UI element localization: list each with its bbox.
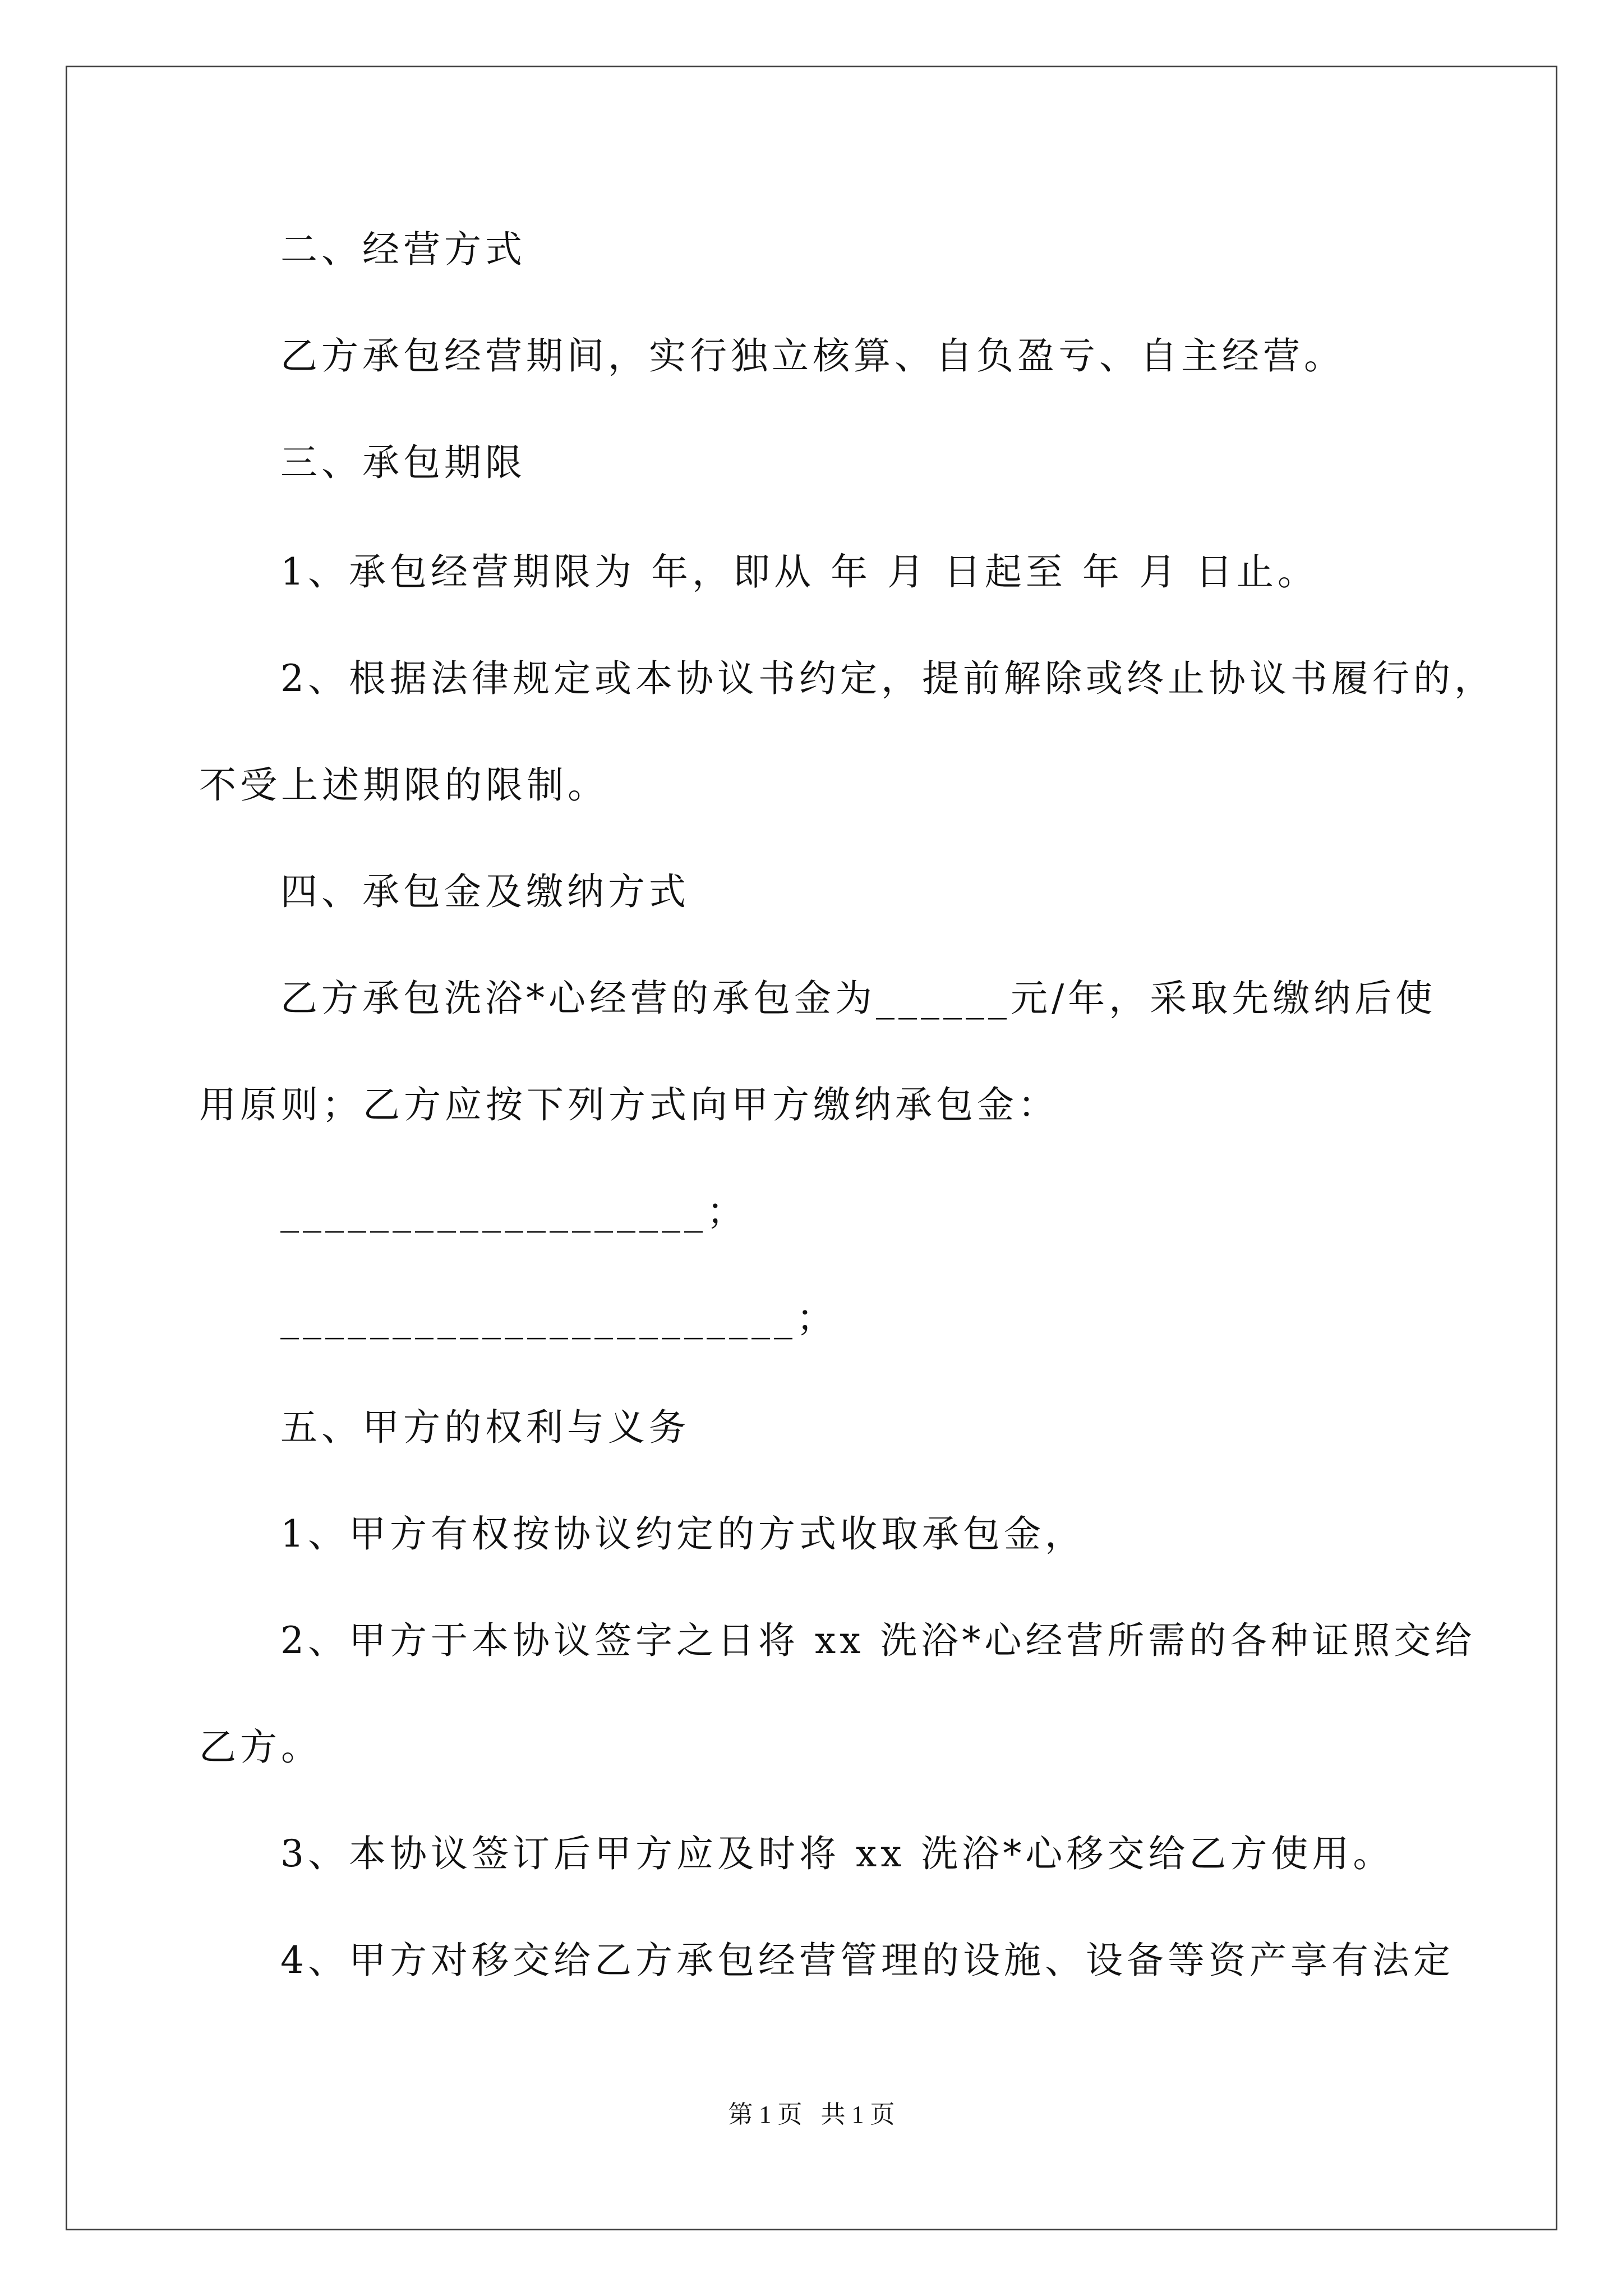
page-footer: 第 1 页 共 1 页: [728, 2101, 895, 2128]
section-heading-4: 四、承包金及缴纳方式: [280, 870, 690, 913]
paragraph-line: 3、本协议签订后甲方应及时将 xx 洗浴*心移交给乙方使用。: [280, 1832, 1394, 1875]
paragraph-line: 用原则；乙方应按下列方式向甲方缴纳承包金：: [199, 1083, 1059, 1126]
paragraph-line: 乙方承包经营期间，实行独立核算、自负盈亏、自主经营。: [280, 334, 1345, 378]
paragraph-line: 2、甲方于本协议签字之日将 xx 洗浴*心经营所需的各种证照交给: [280, 1619, 1476, 1662]
section-heading-2: 二、经营方式: [280, 228, 526, 271]
paragraph-line: 乙方承包洗浴*心经营的承包金为______元/年，采取先缴纳后使: [280, 977, 1437, 1020]
section-heading-5: 五、甲方的权利与义务: [280, 1406, 690, 1449]
paragraph-line: 1、承包经营期限为 年，即从 年 月 日起至 年 月 日止。: [280, 550, 1318, 593]
page-frame: [66, 66, 1557, 2230]
blank-fill-line: _______________________；: [280, 1296, 837, 1340]
blank-fill-line: ___________________；: [280, 1190, 748, 1233]
paragraph-line: 1、甲方有权按协议约定的方式收取承包金，: [280, 1512, 1086, 1556]
paragraph-line: 2、根据法律规定或本协议书约定，提前解除或终止协议书履行的，: [280, 657, 1495, 700]
paragraph-line: 4、甲方对移交给乙方承包经营管理的设施、设备等资产享有法定: [280, 1939, 1454, 1982]
section-heading-3: 三、承包期限: [280, 441, 526, 484]
paragraph-line: 乙方。: [199, 1726, 322, 1769]
paragraph-line: 不受上述期限的限制。: [199, 763, 608, 807]
